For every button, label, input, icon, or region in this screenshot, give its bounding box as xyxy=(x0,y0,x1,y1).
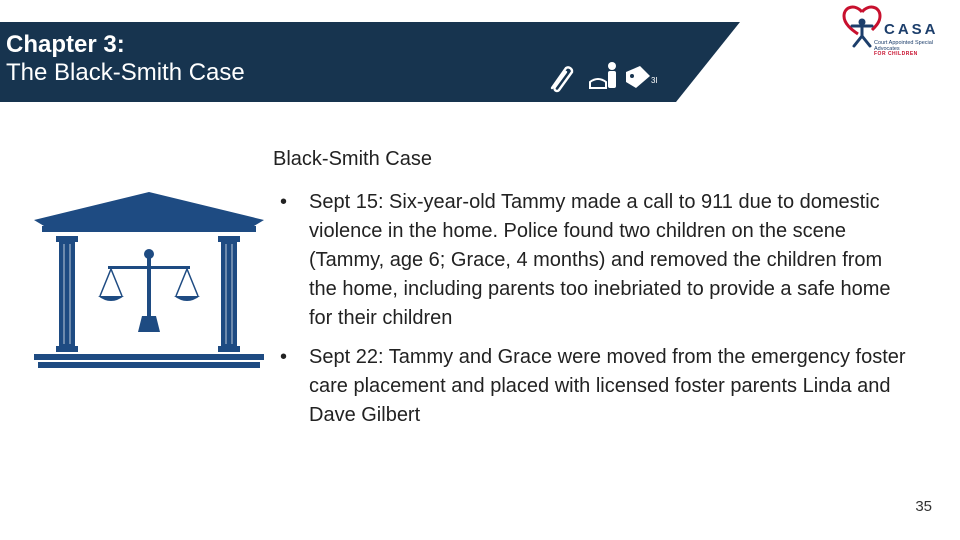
logo-subtitle: Court Appointed Special Advocates xyxy=(874,40,934,52)
header-icons xyxy=(540,58,665,94)
courthouse-scales-icon xyxy=(34,192,264,368)
list-item xyxy=(272,343,912,430)
bullet-marker: • xyxy=(280,346,288,368)
bullet-list xyxy=(272,188,912,440)
person-icon xyxy=(590,62,616,88)
bullet-text: Sept 22: Tammy and Grace were moved from the emergency foster care placement and placed with licensed foster parents Linda and Dave Gilbert xyxy=(309,346,906,426)
bullet-text: Sept 15: Six-year-old Tammy made a call to 911 due to domestic violence in the home. Police found two children on the scene (Tammy, age 6; Grace, 4 months) and removed the children from the home, including parents too inebriated to provide a safe home for their children xyxy=(309,191,891,329)
chapter-title xyxy=(6,31,245,87)
section-title: Black-Smith Case xyxy=(273,148,432,170)
bullet-marker: • xyxy=(280,191,288,213)
header-badge-text: 3I xyxy=(651,76,658,85)
list-item xyxy=(272,188,912,333)
logo-tagline: FOR CHILDREN xyxy=(874,51,918,57)
tag-icon xyxy=(626,66,650,88)
chapter-subtitle: The Black-Smith Case xyxy=(6,59,245,86)
logo-word: CASA xyxy=(884,21,939,38)
chapter-label: Chapter 3: xyxy=(6,31,125,58)
page-number: 35 xyxy=(915,498,932,515)
paperclip-icon xyxy=(552,67,572,91)
